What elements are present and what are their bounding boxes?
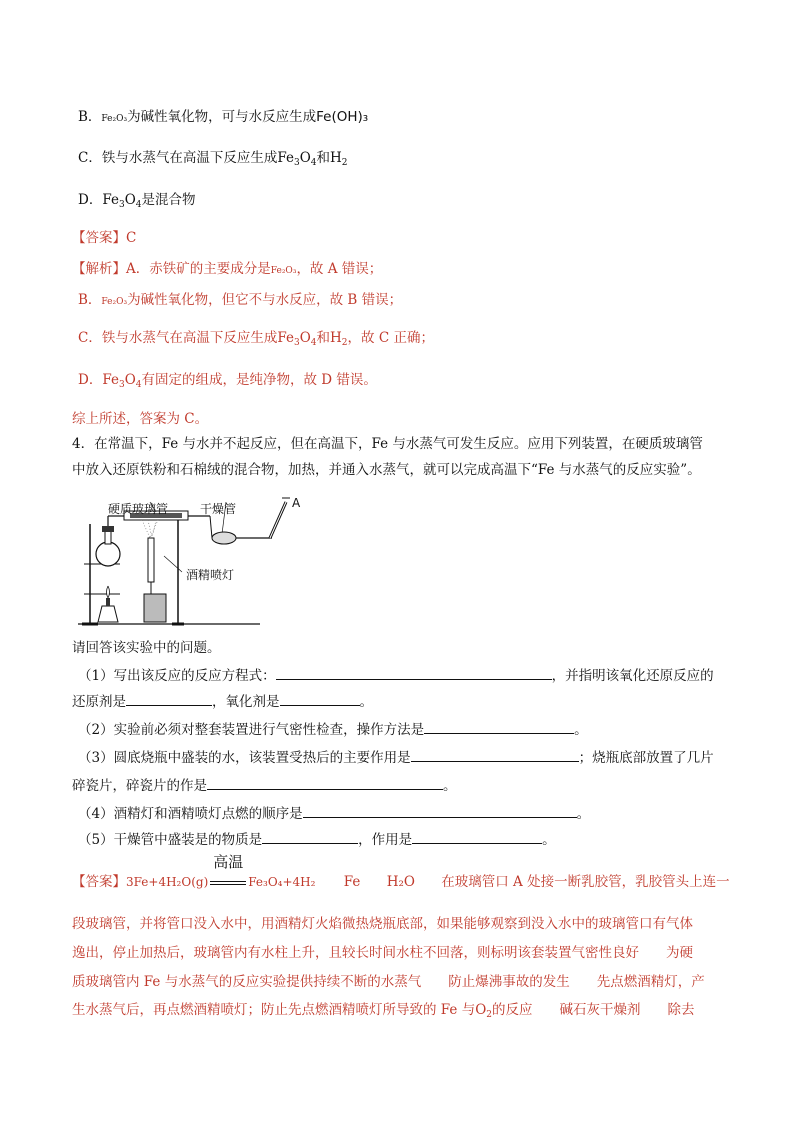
question-3-cont: 碎瓷片，碎瓷片的作是 。 [72,775,457,796]
answer-blank[interactable] [126,691,212,706]
analysis-b: B．Fe₂O₃为碱性氧化物，但它不与水反应，故 B 错误； [78,292,403,308]
answer-blank[interactable] [412,829,542,844]
answer-blank[interactable] [424,719,574,734]
answer-blank[interactable] [262,829,358,844]
answer-2-line2: 段玻璃管，并将管口没入水中，用酒精灯火焰微热烧瓶底部，如果能够观察到没入水中的玻璃管口有气体 [72,916,693,932]
option-d: D．$Fe_3O_4$是混合物 [78,192,196,210]
equation-left: 3Fe+4H₂O(g) [126,875,209,889]
question-2: （2）实验前必须对整套装置进行气密性检查，操作方法是 。 [78,719,588,740]
answer-blank[interactable] [280,691,360,706]
questions-intro: 请回答该实验中的问题。 [72,640,221,656]
apparatus-figure [78,494,318,628]
equation-right: Fe₃O₄+4H₂ [248,875,316,889]
label-drying-tube: 干燥管 [200,502,237,516]
analysis-c: C．铁与水蒸气在高温下反应生成$Fe_3O_4$和$H_2$，故 C 正确； [78,330,434,348]
option-b: B．Fe₂O₃为碱性氧化物，可与水反应生成Fe(OH)₃ [78,109,369,125]
label-point-a: A [292,496,301,510]
answer-blank[interactable] [303,803,577,818]
analysis-summary: 综上所述，答案为 C。 [72,411,209,427]
answer-blank[interactable] [411,747,579,762]
analysis-d: D．$Fe_3O_4$有固定的组成，是纯净物，故 D 错误。 [78,372,377,390]
label-spray-lamp: 酒精喷灯 [186,568,235,582]
analysis-a: 【解析】A．赤铁矿的主要成分是Fe₂O₃，故 A 错误； [72,261,383,277]
q4-stem-line2: 中放入还原铁粉和石棉绒的混合物，加热，并通入水蒸气，就可以完成高温下“Fe 与水蒸气的反应实验”。 [72,462,701,478]
option-c: C．铁与水蒸气在高温下反应生成$Fe_3O_4$和$H_2$ [78,150,348,168]
answer-blank[interactable] [276,665,552,680]
question-1-cont: 还原剂是 ，氧化剂是 。 [72,691,373,712]
q4-stem-line1: 4．在常温下，Fe 与水并不起反应，但在高温下，Fe 与水蒸气可发生反应。应用下列装置，在硬质玻璃管 [72,436,703,452]
question-5: （5）干燥管中盛装是的物质是 ，作用是 。 [78,829,556,850]
answer-2-line3: 逸出，停止加热后，玻璃管内有水柱上升，且较长时间水柱不回落，则标明该套装置气密性良好 为硬 [72,945,693,961]
formula-fe2o3: Fe₂O₃ [101,114,128,124]
answer-2-line4: 质玻璃管内 Fe 与水蒸气的反应实验提供持续不断的水蒸气 防止爆沸事故的发生 先点燃酒精灯，产 [72,974,705,990]
question-4: （4）酒精灯和酒精喷灯点燃的顺序是 。 [78,803,590,824]
reaction-condition: 高温 [210,872,246,892]
answer-1: 【答案】C [72,230,137,246]
answer-blank[interactable] [207,775,443,790]
label-hard-glass-tube: 硬质玻璃管 [108,502,169,516]
question-1: （1）写出该反应的反应方程式： ，并指明该氧化还原反应的 [78,665,714,686]
formula-feoh3: Fe(OH)₃ [316,109,369,125]
question-3: （3）圆底烧瓶中盛装的水，该装置受热后的主要作用是 ；烧瓶底部放置了几片 [78,747,714,768]
answer-2-line5: 生水蒸气后，再点燃酒精喷灯；防止先点燃酒精喷灯所导致的 Fe 与$O_2$的反应 碱石灰干燥剂 除去 [72,1002,695,1020]
answer-2-line1: 【答案】3Fe+4H₂O(g) 高温 Fe₃O₄+4H₂ Fe H₂O 在玻璃管口 A 处接一断乳胶管，乳胶管头上连一 [72,853,730,890]
